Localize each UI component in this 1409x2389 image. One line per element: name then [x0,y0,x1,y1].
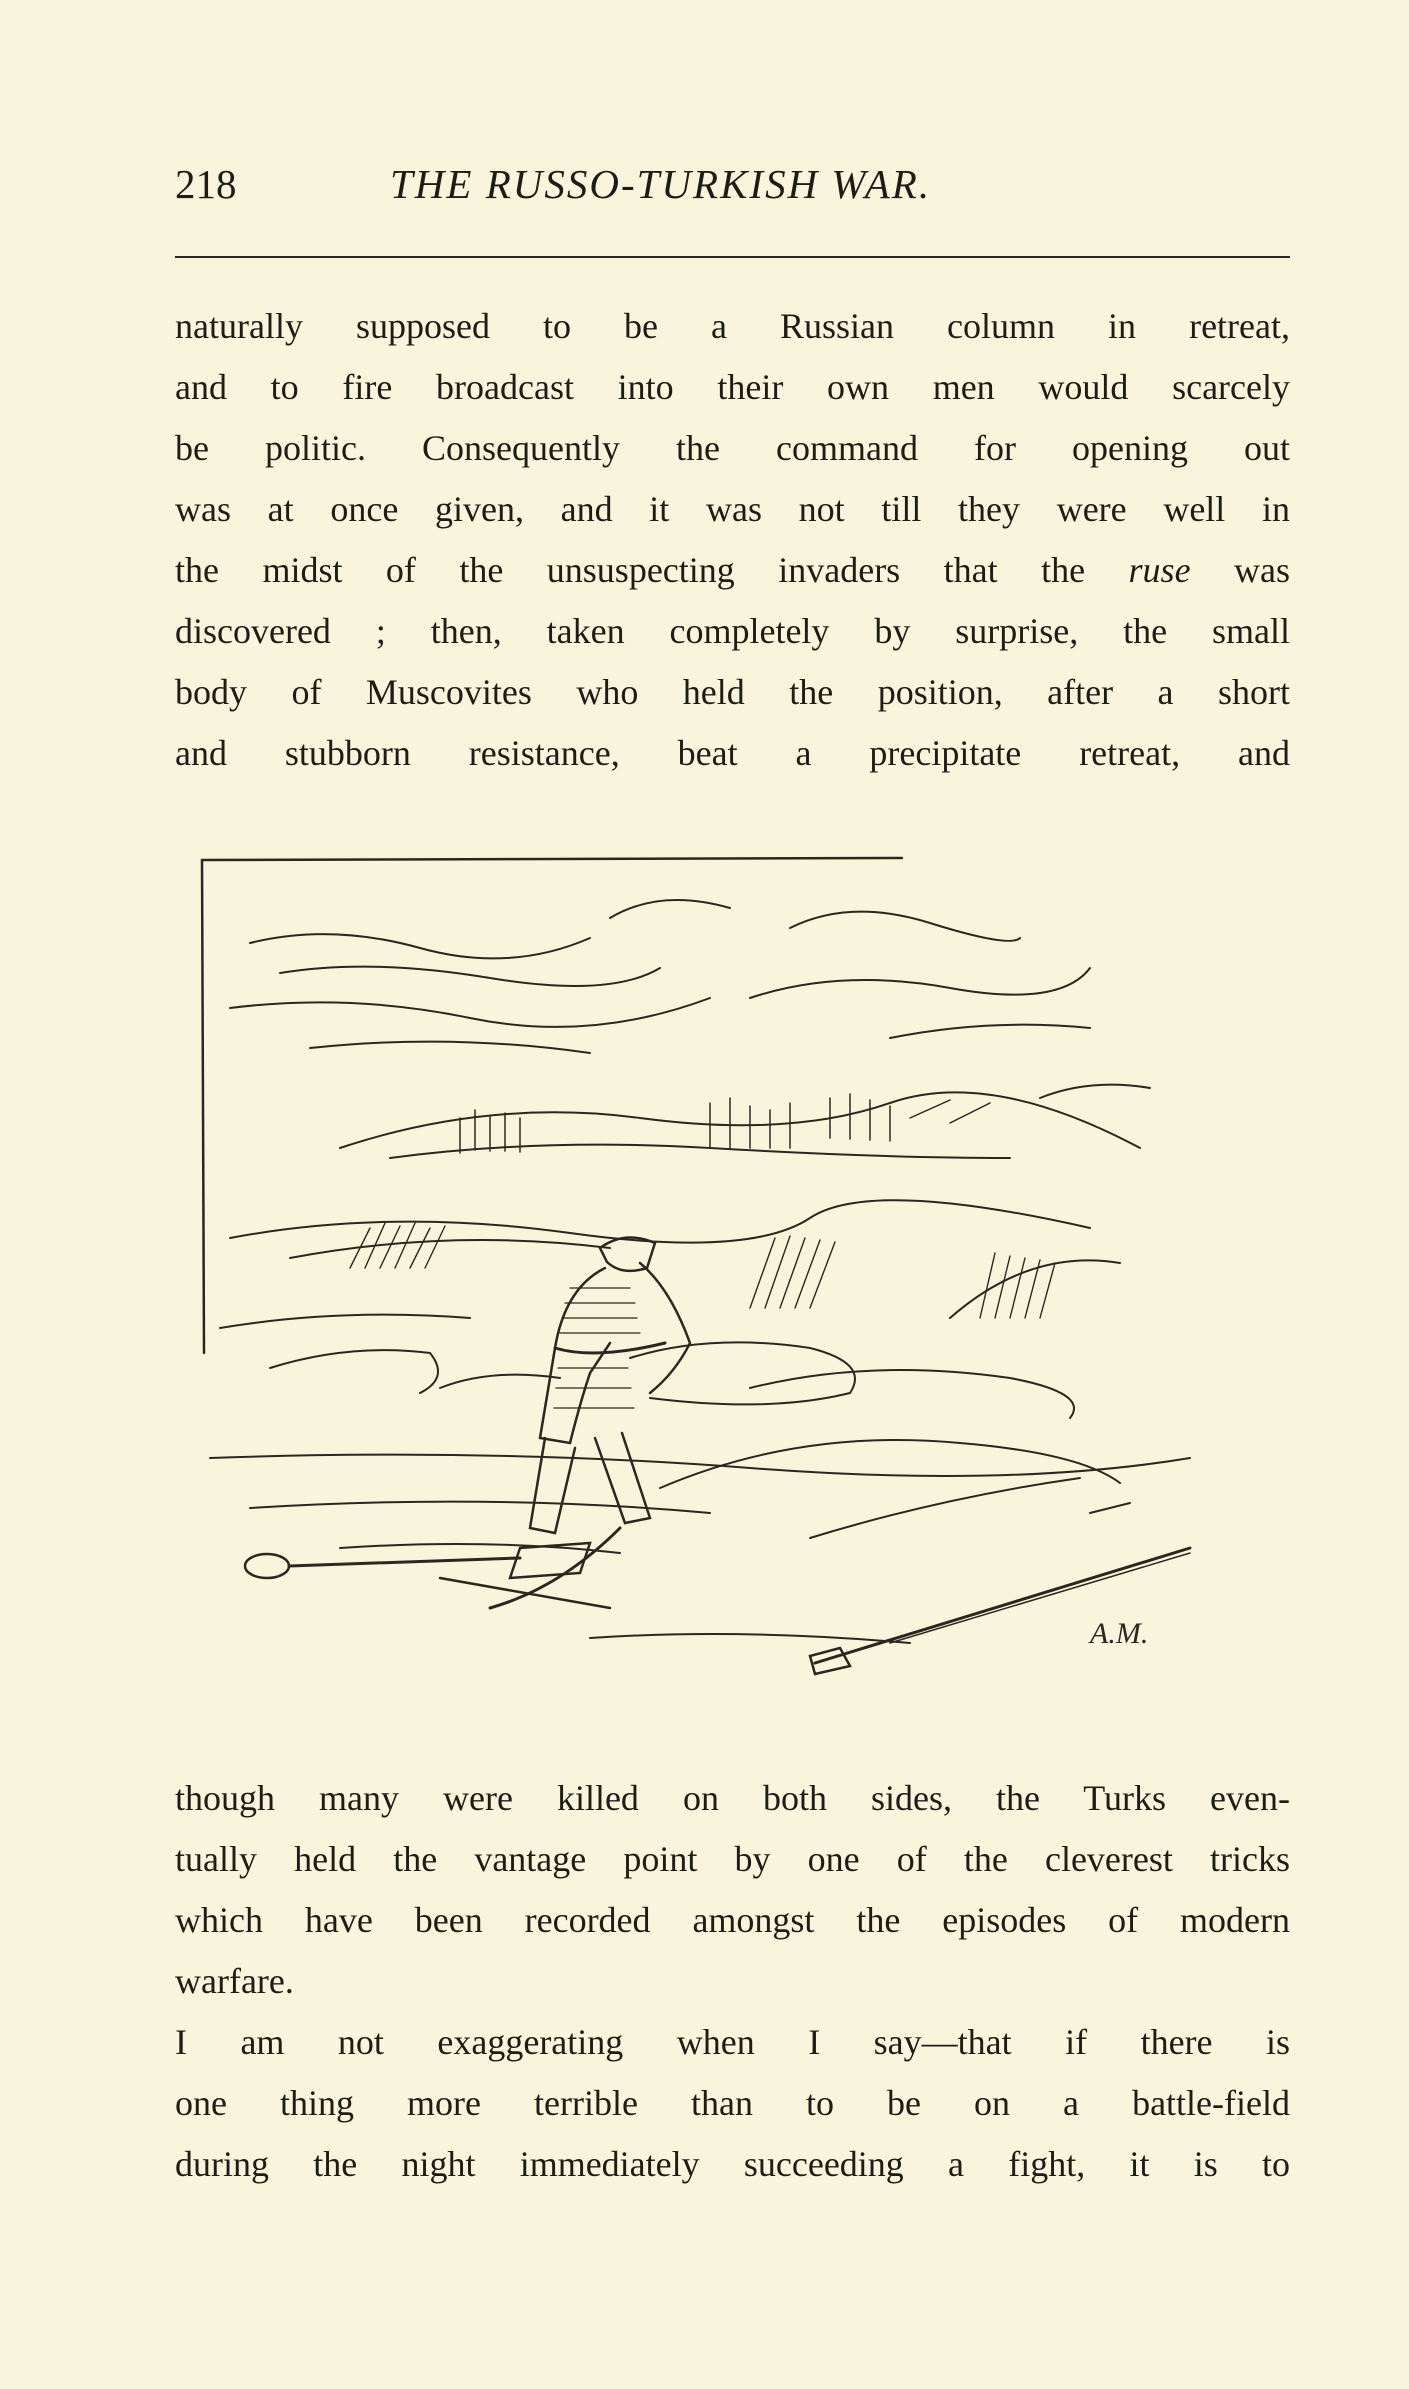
text-line: and to fire broadcast into their own men would scarcely [175,367,1290,407]
text-line: tually held the vantage point by one of the cleverest tricks [175,1839,1290,1879]
paragraph-1 [175,296,1290,784]
italic-word: ruse [1128,550,1191,590]
text-line: naturally supposed to be a Russian column in retreat, [175,306,1290,346]
text-line: warfare. [175,1961,294,2001]
page-number: 218 [175,161,237,207]
text-line: I am not exaggerating when I say—that if there is [175,2022,1290,2062]
illustrator-signature: A.M. [1090,1617,1149,1650]
text-line: body of Muscovites who held the position, after a short [175,672,1290,712]
text-line: and stubborn resistance, beat a precipitate retreat, and [175,733,1290,773]
text-line-part: the midst of the unsuspecting invaders that the [175,550,1086,590]
text-line: was at once given, and it was not till they were well in [175,489,1290,529]
running-header [175,160,1290,220]
text-line: during the night immediately succeeding a fight, it is to [175,2144,1290,2184]
text-line-part: was [1234,550,1291,590]
text-line: though many were killed on both sides, the Turks even- [175,1778,1290,1818]
text-line: be politic. Consequently the command for opening out [175,428,1290,468]
running-title: THE RUSSO-TURKISH WAR. [390,161,932,207]
header-rule [175,256,1290,258]
text-line: one thing more terrible than to be on a battle-field [175,2083,1290,2123]
text-line: discovered ; then, taken completely by surprise, the small [175,611,1290,651]
battlefield-illustration [190,848,1275,1703]
paragraph-2 [175,1768,1290,2195]
text-line-with-italic [175,540,1290,601]
text-line: which have been recorded amongst the episodes of modern [175,1900,1290,1940]
